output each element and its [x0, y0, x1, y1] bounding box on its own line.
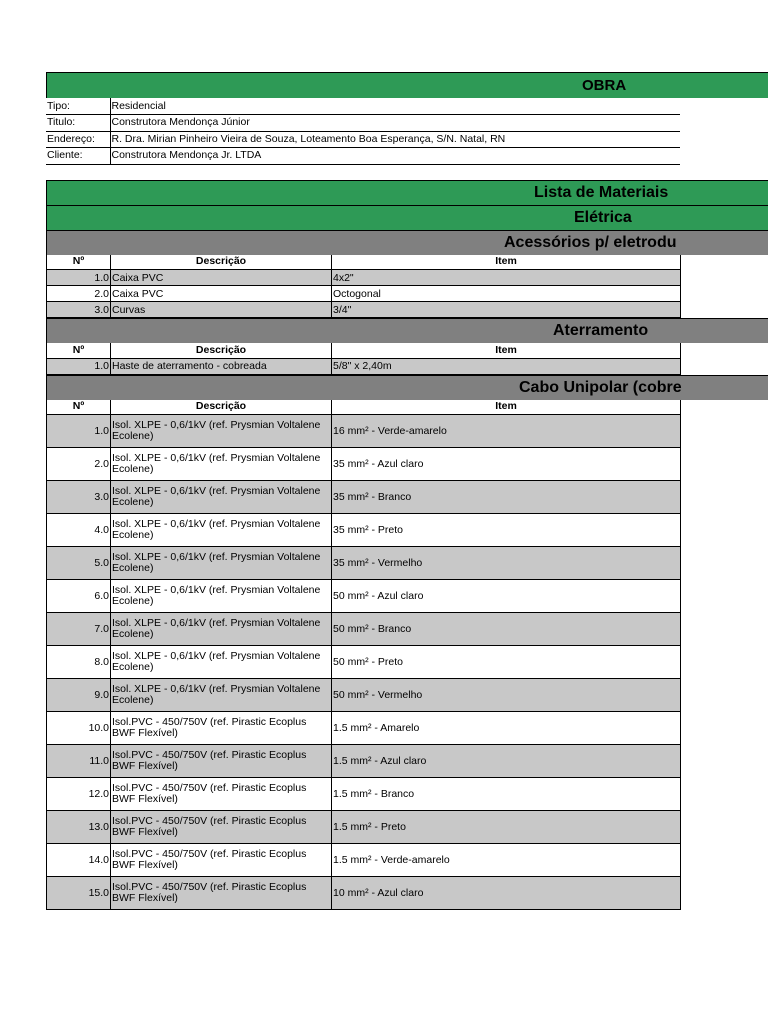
column-header-row — [47, 400, 681, 415]
row-item: 1.5 mm² - Preto — [332, 811, 681, 844]
row-descricao: Isol. XLPE - 0,6/1kV (ref. Prysmian Voltalene Ecolene) — [111, 448, 332, 481]
row-descricao: Isol.PVC - 450/750V (ref. Pirastic Ecoplus BWF Flexível) — [111, 778, 332, 811]
row-item: 4x2" — [332, 270, 681, 286]
row-descricao: Isol. XLPE - 0,6/1kV (ref. Prysmian Voltalene Ecolene) — [111, 613, 332, 646]
obra-title: OBRA — [582, 77, 627, 94]
table-row — [47, 613, 681, 646]
table-row — [47, 778, 681, 811]
col-header-n: Nº — [47, 343, 111, 358]
row-item: 1.5 mm² - Azul claro — [332, 745, 681, 778]
row-item: 5/8" x 2,40m — [332, 358, 681, 374]
row-descricao: Isol.PVC - 450/750V (ref. Pirastic Ecoplus BWF Flexível) — [111, 745, 332, 778]
row-descricao: Isol.PVC - 450/750V (ref. Pirastic Ecoplus BWF Flexível) — [111, 877, 332, 910]
row-descricao: Isol. XLPE - 0,6/1kV (ref. Prysmian Voltalene Ecolene) — [111, 646, 332, 679]
row-item: 16 mm² - Verde-amarelo — [332, 415, 681, 448]
table-row — [47, 286, 681, 302]
section-title: Cabo Unipolar (cobre — [519, 378, 682, 396]
material-sections — [46, 230, 768, 911]
info-label: Titulo: — [46, 115, 110, 132]
info-row — [46, 115, 680, 132]
info-row — [46, 148, 680, 165]
col-header-item: Item — [332, 255, 681, 270]
section-table — [46, 255, 681, 319]
row-item: 3/4" — [332, 302, 681, 318]
row-number: 1.0 — [47, 358, 111, 374]
info-label: Cliente: — [46, 148, 110, 165]
table-row — [47, 712, 681, 745]
column-header-row — [47, 343, 681, 358]
row-number: 2.0 — [47, 448, 111, 481]
row-number: 15.0 — [47, 877, 111, 910]
row-descricao: Isol.PVC - 450/750V (ref. Pirastic Ecoplus BWF Flexível) — [111, 811, 332, 844]
table-row — [47, 358, 681, 374]
row-item: Octogonal — [332, 286, 681, 302]
table-row — [47, 679, 681, 712]
table-row — [47, 580, 681, 613]
lista-title: Lista de Materiais — [534, 183, 669, 201]
table-row — [47, 270, 681, 286]
row-number: 3.0 — [47, 481, 111, 514]
row-item: 35 mm² - Vermelho — [332, 547, 681, 580]
row-number: 12.0 — [47, 778, 111, 811]
row-descricao: Caixa PVC — [111, 270, 332, 286]
table-row — [47, 811, 681, 844]
section-header — [46, 375, 768, 400]
row-descricao: Isol.PVC - 450/750V (ref. Pirastic Ecoplus BWF Flexível) — [111, 844, 332, 877]
row-number: 2.0 — [47, 286, 111, 302]
table-row — [47, 646, 681, 679]
row-number: 14.0 — [47, 844, 111, 877]
eletrica-title: Elétrica — [574, 208, 632, 226]
eletrica-header — [46, 205, 768, 230]
table-row — [47, 877, 681, 910]
row-item: 1.5 mm² - Branco — [332, 778, 681, 811]
col-header-n: Nº — [47, 400, 111, 415]
row-item: 1.5 mm² - Amarelo — [332, 712, 681, 745]
info-value: Construtora Mendonça Júnior — [110, 115, 680, 132]
section-title: Acessórios p/ eletrodu — [504, 233, 677, 251]
info-value: Residencial — [110, 98, 680, 115]
row-number: 10.0 — [47, 712, 111, 745]
row-item: 50 mm² - Azul claro — [332, 580, 681, 613]
row-number: 6.0 — [47, 580, 111, 613]
table-row — [47, 844, 681, 877]
row-item: 1.5 mm² - Verde-amarelo — [332, 844, 681, 877]
col-header-item: Item — [332, 400, 681, 415]
info-row — [46, 98, 680, 115]
row-item: 35 mm² - Branco — [332, 481, 681, 514]
row-descricao: Curvas — [111, 302, 332, 318]
row-descricao: Isol. XLPE - 0,6/1kV (ref. Prysmian Voltalene Ecolene) — [111, 679, 332, 712]
col-header-descricao: Descrição — [111, 255, 332, 270]
info-value: Construtora Mendonça Jr. LTDA — [110, 148, 680, 165]
row-item: 50 mm² - Vermelho — [332, 679, 681, 712]
row-number: 9.0 — [47, 679, 111, 712]
row-descricao: Isol. XLPE - 0,6/1kV (ref. Prysmian Voltalene Ecolene) — [111, 580, 332, 613]
lista-header — [46, 180, 768, 205]
table-row — [47, 514, 681, 547]
row-item: 10 mm² - Azul claro — [332, 877, 681, 910]
row-item: 35 mm² - Preto — [332, 514, 681, 547]
section-header — [46, 318, 768, 343]
info-label: Endereço: — [46, 131, 110, 148]
table-row — [47, 745, 681, 778]
row-descricao: Caixa PVC — [111, 286, 332, 302]
obra-header — [46, 72, 768, 98]
col-header-descricao: Descrição — [111, 400, 332, 415]
row-descricao: Haste de aterramento - cobreada — [111, 358, 332, 374]
row-number: 5.0 — [47, 547, 111, 580]
row-number: 8.0 — [47, 646, 111, 679]
row-number: 3.0 — [47, 302, 111, 318]
row-item: 50 mm² - Branco — [332, 613, 681, 646]
column-header-row — [47, 255, 681, 270]
spreadsheet — [46, 72, 768, 910]
row-number: 4.0 — [47, 514, 111, 547]
table-row — [47, 415, 681, 448]
row-number: 13.0 — [47, 811, 111, 844]
section-header — [46, 230, 768, 255]
info-label: Tipo: — [46, 98, 110, 115]
info-value: R. Dra. Mirian Pinheiro Vieira de Souza, Loteamento Boa Esperança, S/N. Natal, RN — [110, 131, 680, 148]
table-row — [47, 547, 681, 580]
row-descricao: Isol. XLPE - 0,6/1kV (ref. Prysmian Voltalene Ecolene) — [111, 514, 332, 547]
col-header-descricao: Descrição — [111, 343, 332, 358]
col-header-item: Item — [332, 343, 681, 358]
section-title: Aterramento — [553, 322, 649, 339]
row-number: 1.0 — [47, 415, 111, 448]
table-row — [47, 481, 681, 514]
row-number: 7.0 — [47, 613, 111, 646]
info-row — [46, 131, 680, 148]
row-item: 50 mm² - Preto — [332, 646, 681, 679]
row-descricao: Isol.PVC - 450/750V (ref. Pirastic Ecoplus BWF Flexível) — [111, 712, 332, 745]
row-number: 11.0 — [47, 745, 111, 778]
row-descricao: Isol. XLPE - 0,6/1kV (ref. Prysmian Voltalene Ecolene) — [111, 481, 332, 514]
col-header-n: Nº — [47, 255, 111, 270]
row-item: 35 mm² - Azul claro — [332, 448, 681, 481]
table-row — [47, 302, 681, 318]
row-descricao: Isol. XLPE - 0,6/1kV (ref. Prysmian Voltalene Ecolene) — [111, 415, 332, 448]
obra-info-table — [46, 98, 680, 165]
section-table — [46, 343, 681, 375]
row-number: 1.0 — [47, 270, 111, 286]
row-descricao: Isol. XLPE - 0,6/1kV (ref. Prysmian Voltalene Ecolene) — [111, 547, 332, 580]
section-table — [46, 400, 681, 911]
table-row — [47, 448, 681, 481]
